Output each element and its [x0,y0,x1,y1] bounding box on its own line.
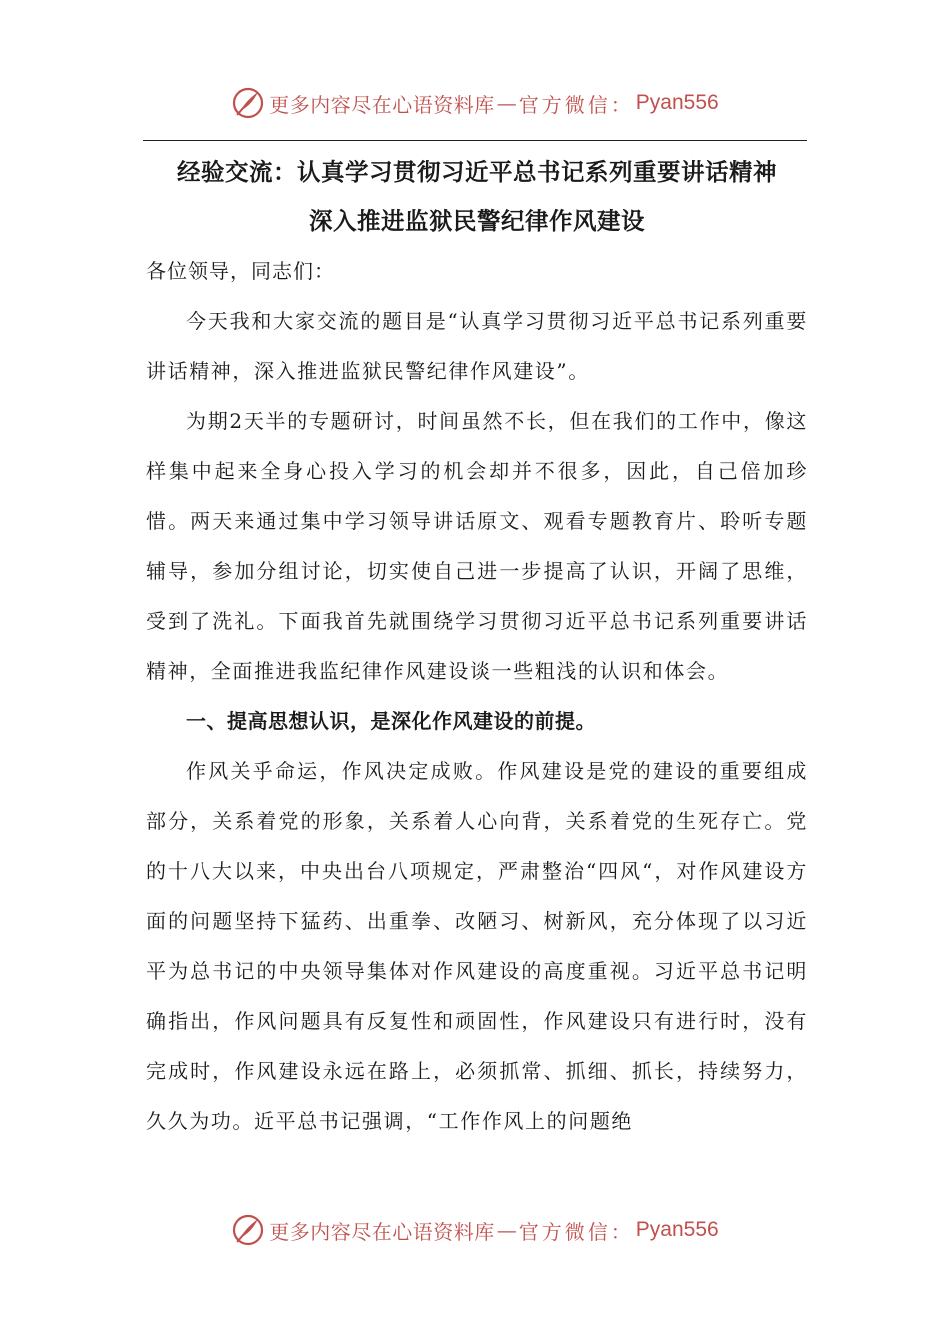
greeting: 各位领导，同志们： [146,259,335,283]
header-banner [0,78,950,128]
footer-banner [0,1205,950,1255]
section-heading-1: 一、提高思想认识，是深化作风建设的前提。 [186,709,596,733]
banner-wechat-label: 官方微信： [518,1219,634,1244]
paragraph-3: 作风关乎命运，作风决定成败。作风建设是党的建设的重要组成部分，关系着党的形象，关系着人心向背，关系着党的生死存亡。党的十八大以来，中央出台八项规定，严肃整治“四风“，对作风建设方面的问题坚持下猛药、出重拳、改陋习、树新风，充分体现了以习近平为总书记的中央领导集体对作风建设的高度重视。习近平总书记明确指出，作风问题具有反复性和顽固性，作风建设只有进行时，没有完成时，作风建设永远在路上，必须抓常、抓细、抓长，持续努力，久久为功。近平总书记强调，“工作作风上的问题绝 [146,759,808,1133]
paragraph-2: 为期2天半的专题研讨，时间虽然不长，但在我们的工作中，像这样集中起来全身心投入学习的机会却并不很多，因此，自己倍加珍惜。两天来通过集中学习领导讲话原文、观看专题教育片、聆听专题辅导，参加分组讨论，切实使自己进一步提高了认识，开阔了思维，受到了洗礼。下面我首先就围绕学习贯彻习近平总书记系列重要讲话精神，全面推进我监纪律作风建设谈一些粗浅的认识和体会。 [146,409,808,683]
paragraph-1: 今天我和大家交流的题目是“认真学习贯彻习近平总书记系列重要讲话精神，深入推进监狱民警纪律作风建设”。 [146,309,808,383]
title-line-2: 深入推进监狱民警纪律作风建设 [309,207,645,235]
banner-dash: — [496,91,517,115]
quill-logo-icon [231,1213,265,1247]
header-divider [143,140,807,141]
document-title [146,148,808,246]
banner-wechat-label: 官方微信： [518,92,634,117]
document-body [146,148,808,1146]
banner-wechat-id: Pyan556 [635,91,719,114]
banner-text: 更多内容尽在心语资料库 [269,1219,495,1244]
title-line-1: 经验交流：认真学习贯彻习近平总书记系列重要讲话精神 [177,158,777,186]
banner-text: 更多内容尽在心语资料库 [269,92,495,117]
quill-logo-icon [231,86,265,120]
banner-dash: — [496,1218,517,1242]
banner-wechat-id: Pyan556 [635,1218,719,1241]
